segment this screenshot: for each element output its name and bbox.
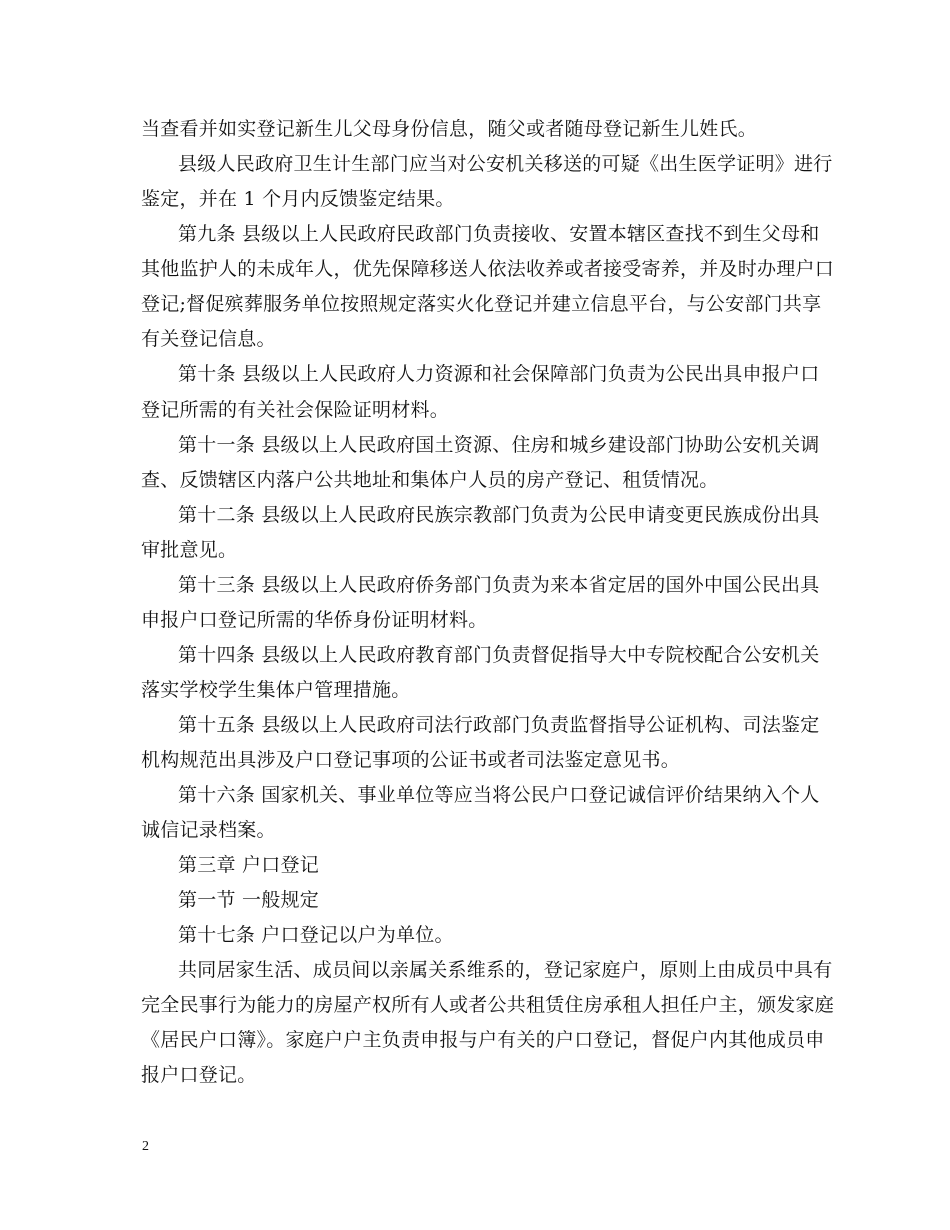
text-line: 第十七条 户口登记以户为单位。 (178, 924, 454, 946)
text-line: 登记所需的有关社会保险证明材料。 (141, 399, 450, 421)
text-line: 第十五条 县级以上人民政府司法行政部门负责监督指导公证机构、司法鉴定 (178, 714, 820, 736)
text-line: 报户口登记。 (141, 1064, 257, 1086)
chapter-heading: 第三章 户口登记 (178, 854, 320, 876)
text-line: 当查看并如实登记新生儿父母身份信息，随父或者随母登记新生儿姓氏。 (141, 118, 758, 140)
text-line: 诚信记录档案。 (141, 819, 276, 841)
page-number: 2 (142, 1139, 149, 1154)
text-line: 共同居家生活、成员间以亲属关系维系的，登记家庭户，原则上由成员中具有 (178, 959, 833, 981)
section-heading: 第一节 一般规定 (178, 889, 320, 911)
text-line: 第十六条 国家机关、事业单位等应当将公民户口登记诚信评价结果纳入个人 (178, 784, 820, 806)
text-line: 鉴定，并在 1 个月内反馈鉴定结果。 (141, 188, 455, 210)
text-line: 审批意见。 (141, 539, 238, 561)
text-line: 第十一条 县级以上人民政府国土资源、住房和城乡建设部门协助公安机关调 (178, 434, 820, 456)
text-line: 第十二条 县级以上人民政府民族宗教部门负责为公民申请变更民族成份出具 (178, 504, 820, 526)
text-line: 完全民事行为能力的房屋产权所有人或者公共租赁住房承租人担任户主，颁发家庭 (141, 994, 835, 1016)
text-line: 县级人民政府卫生计生部门应当对公安机关移送的可疑《出生医学证明》进行 (178, 153, 833, 175)
text-line: 有关登记信息。 (141, 328, 276, 350)
text-line: 查、反馈辖区内落户公共地址和集体户人员的房产登记、租赁情况。 (141, 469, 719, 491)
text-line: 第九条 县级以上人民政府民政部门负责接收、安置本辖区查找不到生父母和 (178, 223, 820, 245)
text-line: 落实学校学生集体户管理措施。 (141, 679, 411, 701)
text-line: 申报户口登记所需的华侨身份证明材料。 (141, 609, 488, 631)
text-line: 第十条 县级以上人民政府人力资源和社会保障部门负责为公民出具申报户口 (178, 363, 820, 385)
text-line: 登记;督促殡葬服务单位按照规定落实火化登记并建立信息平台，与公安部门共享 (141, 293, 822, 315)
text-line: 第十四条 县级以上人民政府教育部门负责督促指导大中专院校配合公安机关 (178, 644, 820, 666)
text-line: 机构规范出具涉及户口登记事项的公证书或者司法鉴定意见书。 (141, 749, 681, 771)
text-line: 第十三条 县级以上人民政府侨务部门负责为来本省定居的国外中国公民出具 (178, 574, 820, 596)
text-line: 其他监护人的未成年人，优先保障移送人依法收养或者接受寄养，并及时办理户口 (141, 258, 835, 280)
text-line: 《居民户口簿》。家庭户户主负责申报与户有关的户口登记，督促户内其他成员申 (141, 1029, 825, 1051)
